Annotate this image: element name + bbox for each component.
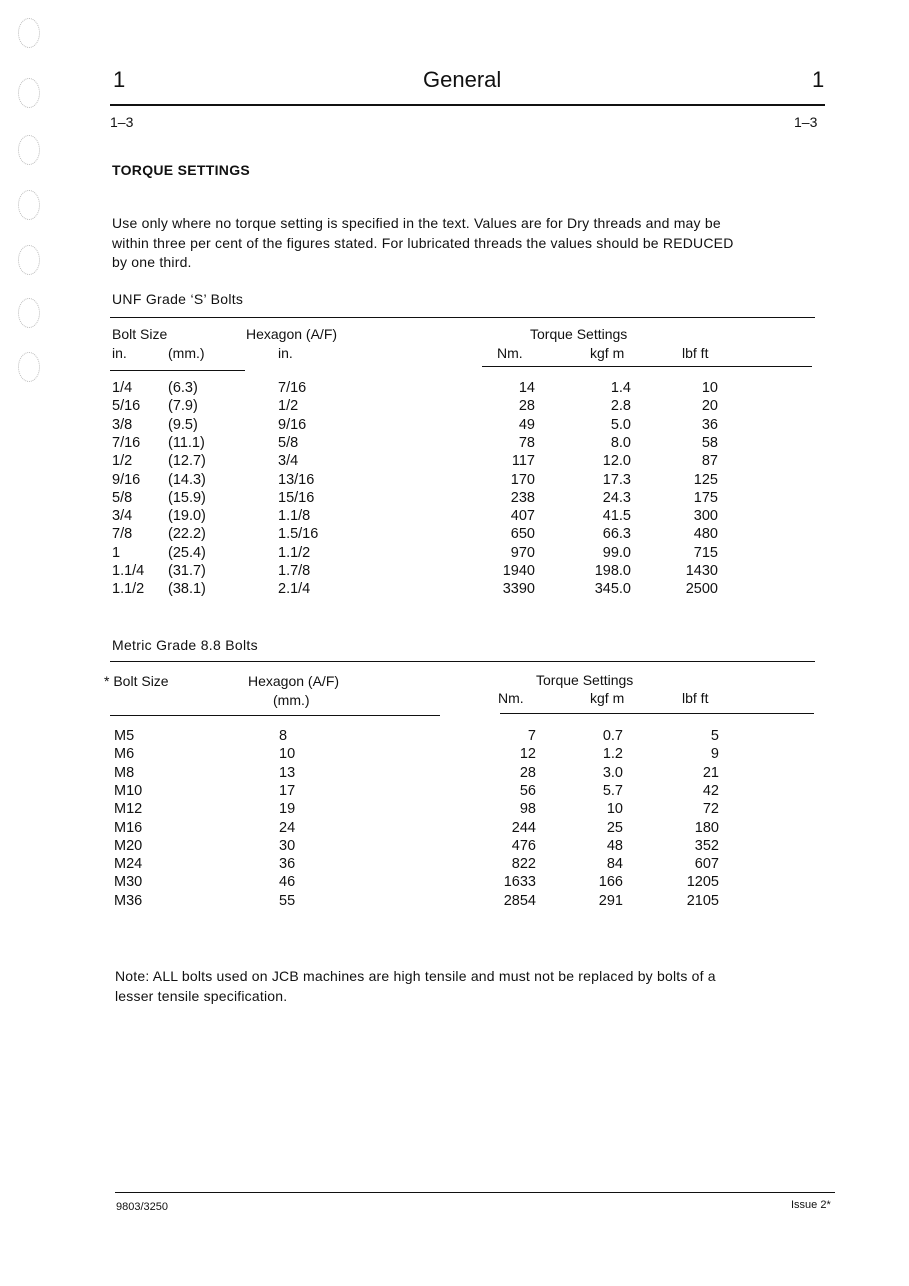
cell-size: M10 <box>114 782 143 799</box>
cell-size-mm: (7.9) <box>168 398 198 415</box>
cell-hexagon: 1.5/16 <box>278 526 319 543</box>
unf-col-in: in. <box>112 345 127 361</box>
cell-lbf: 2105 <box>686 892 719 909</box>
cell-lbf: 607 <box>694 856 719 873</box>
footer-rule <box>115 1192 835 1193</box>
cell-hexagon: 55 <box>279 892 296 909</box>
cell-hexagon: 36 <box>279 856 296 873</box>
cell-size: M36 <box>114 892 143 909</box>
cell-lbf: 1430 <box>685 563 718 579</box>
cell-lbf: 21 <box>702 764 719 781</box>
cell-kgf: 48 <box>606 837 623 854</box>
cell-hexagon: 1.1/8 <box>278 508 311 525</box>
cell-kgf: 12.0 <box>602 453 631 470</box>
metric-col-kgf: kgf m <box>590 690 625 706</box>
cell-size-in: 7/16 <box>112 434 141 451</box>
cell-kgf: 84 <box>606 856 623 873</box>
cell-nm: 970 <box>510 544 535 561</box>
unf-col-hexagon: Hexagon (A/F) <box>246 326 338 342</box>
issue-label: Issue 2* <box>791 1199 831 1211</box>
cell-nm: 117 <box>511 453 535 470</box>
cell-kgf: 345.0 <box>594 581 631 598</box>
note-line: Note: ALL bolts used on JCB machines are high tensile and must not be replaced by bolts of a <box>115 968 716 984</box>
cell-kgf: 2.8 <box>610 398 631 415</box>
cell-kgf: 291 <box>598 892 623 909</box>
cell-size-mm: (31.7) <box>168 563 206 579</box>
cell-size: M24 <box>114 856 143 873</box>
unf-size-rule <box>110 370 245 371</box>
cell-kgf: 1.2 <box>602 746 623 763</box>
cell-hexagon: 7/16 <box>278 380 307 396</box>
cell-lbf: 72 <box>702 801 719 818</box>
metric-col-nm: Nm. <box>498 690 524 706</box>
cell-lbf: 2500 <box>685 581 718 598</box>
cell-nm: 14 <box>518 380 535 396</box>
unf-col-bolt-size: Bolt Size <box>112 326 168 342</box>
cell-nm: 2854 <box>503 892 536 909</box>
cell-lbf: 125 <box>693 471 718 488</box>
cell-lbf: 58 <box>701 434 718 451</box>
cell-hexagon: 13/16 <box>278 471 315 488</box>
metric-col-hex-unit: (mm.) <box>273 692 310 708</box>
cell-size-in: 1/2 <box>112 453 133 470</box>
cell-kgf: 66.3 <box>602 526 631 543</box>
cell-size-in: 5/8 <box>112 489 133 506</box>
cell-nm: 49 <box>518 416 535 433</box>
unf-col-lbf: lbf ft <box>682 345 709 361</box>
unf-col-mm: (mm.) <box>168 345 205 361</box>
cell-lbf: 36 <box>701 416 718 433</box>
cell-size-in: 9/16 <box>112 471 141 488</box>
cell-size-in: 1.1/2 <box>112 581 145 598</box>
cell-hexagon: 5/8 <box>278 434 299 451</box>
cell-kgf: 17.3 <box>602 471 631 488</box>
cell-size: M6 <box>114 746 135 763</box>
cell-nm: 650 <box>510 526 535 543</box>
cell-lbf: 20 <box>701 398 718 415</box>
cell-size-in: 7/8 <box>112 526 133 543</box>
unf-col-torque: Torque Settings <box>530 326 628 342</box>
cell-nm: 3390 <box>502 581 535 598</box>
cell-size-mm: (19.0) <box>168 508 206 525</box>
header-rule <box>110 104 825 106</box>
cell-kgf: 5.0 <box>610 416 631 433</box>
cell-hexagon: 46 <box>279 874 296 891</box>
cell-lbf: 10 <box>701 380 718 396</box>
cell-size: M12 <box>114 801 143 818</box>
chapter-number-left: 1 <box>113 67 126 92</box>
cell-nm: 56 <box>519 782 536 799</box>
cell-nm: 1633 <box>503 874 536 891</box>
cell-size: M5 <box>114 728 135 744</box>
cell-size-in: 1.1/4 <box>112 563 145 579</box>
unf-col-kgf: kgf m <box>590 345 625 361</box>
cell-hexagon: 24 <box>279 819 296 836</box>
cell-lbf: 5 <box>710 728 719 744</box>
cell-size-mm: (25.4) <box>168 544 206 561</box>
cell-size-mm: (14.3) <box>168 471 206 488</box>
cell-nm: 28 <box>518 398 535 415</box>
cell-kgf: 166 <box>598 874 623 891</box>
cell-kgf: 99.0 <box>602 544 631 561</box>
metric-col-bolt-size: * Bolt Size <box>104 673 169 689</box>
cell-size-in: 1 <box>112 544 121 561</box>
cell-nm: 7 <box>527 728 536 744</box>
cell-hexagon: 30 <box>279 837 296 854</box>
cell-kgf: 1.4 <box>610 380 631 396</box>
cell-size-mm: (38.1) <box>168 581 206 598</box>
cell-size-mm: (6.3) <box>168 380 198 396</box>
cell-size: M8 <box>114 764 135 781</box>
cell-hexagon: 1.7/8 <box>278 563 311 579</box>
cell-nm: 170 <box>510 471 535 488</box>
unf-top-rule <box>110 317 815 318</box>
unf-col-nm: Nm. <box>497 345 523 361</box>
metric-col-hexagon: Hexagon (A/F) <box>248 673 340 689</box>
cell-size-mm: (12.7) <box>168 453 206 470</box>
cell-nm: 98 <box>519 801 536 818</box>
cell-hexagon: 1.1/2 <box>278 544 311 561</box>
cell-lbf: 87 <box>701 453 718 470</box>
cell-size-mm: (15.9) <box>168 489 206 506</box>
cell-hexagon: 19 <box>279 801 296 818</box>
unf-col-hex-unit: in. <box>278 345 293 361</box>
cell-nm: 1940 <box>502 563 535 579</box>
cell-hexagon: 13 <box>279 764 296 781</box>
cell-lbf: 715 <box>693 544 718 561</box>
cell-size-in: 5/16 <box>112 398 141 415</box>
intro-line: Use only where no torque setting is specified in the text. Values are for Dry threads and may be <box>112 215 721 231</box>
cell-lbf: 480 <box>693 526 718 543</box>
cell-hexagon: 3/4 <box>278 453 299 470</box>
document-number: 9803/3250 <box>116 1201 168 1213</box>
section-title: TORQUE SETTINGS <box>112 162 251 178</box>
cell-hexagon: 15/16 <box>278 489 315 506</box>
metric-top-rule <box>110 661 815 662</box>
cell-hexagon: 1/2 <box>278 398 299 415</box>
cell-size: M20 <box>114 837 143 854</box>
page-number-right: 1–3 <box>794 114 818 130</box>
cell-lbf: 352 <box>694 837 719 854</box>
cell-lbf: 180 <box>694 819 719 836</box>
intro-paragraph <box>112 214 832 273</box>
cell-size-in: 3/8 <box>112 416 133 433</box>
cell-size: M16 <box>114 819 143 836</box>
cell-kgf: 198.0 <box>594 563 631 579</box>
cell-hexagon: 2.1/4 <box>278 581 311 598</box>
page-number-left: 1–3 <box>110 114 134 130</box>
cell-size-mm: (22.2) <box>168 526 206 543</box>
cell-lbf: 9 <box>710 746 719 763</box>
cell-kgf: 0.7 <box>602 728 623 744</box>
cell-size-mm: (9.5) <box>168 416 198 433</box>
cell-nm: 12 <box>519 746 536 763</box>
cell-size-in: 1/4 <box>112 380 133 396</box>
note-paragraph <box>115 967 835 1006</box>
unf-torque-rule <box>482 366 812 367</box>
cell-lbf: 42 <box>702 782 719 799</box>
chapter-number-right: 1 <box>812 67 825 92</box>
cell-kgf: 3.0 <box>602 764 623 781</box>
cell-kgf: 5.7 <box>602 782 623 799</box>
note-line: lesser tensile specification. <box>115 987 288 1004</box>
cell-hexagon: 10 <box>279 746 296 763</box>
unf-table-title: UNF Grade ‘S’ Bolts <box>112 291 244 307</box>
cell-kgf: 25 <box>606 819 623 836</box>
cell-hexagon: 17 <box>279 782 296 799</box>
cell-size: M30 <box>114 874 143 891</box>
intro-line: within three per cent of the figures stated. For lubricated threads the values should be REDUCED <box>112 234 734 251</box>
cell-kgf: 10 <box>606 801 623 818</box>
cell-kgf: 8.0 <box>610 434 631 451</box>
metric-col-lbf: lbf ft <box>682 690 709 706</box>
cell-hexagon: 8 <box>279 728 288 744</box>
metric-table-title: Metric Grade 8.8 Bolts <box>112 637 258 653</box>
cell-lbf: 175 <box>693 489 718 506</box>
metric-size-rule <box>110 715 440 716</box>
cell-hexagon: 9/16 <box>278 416 307 433</box>
cell-nm: 28 <box>519 764 536 781</box>
intro-line: by one third. <box>112 254 192 270</box>
metric-col-torque: Torque Settings <box>536 672 634 688</box>
metric-torque-rule <box>500 713 814 714</box>
cell-lbf: 300 <box>693 508 718 525</box>
page-title: General <box>423 67 502 92</box>
cell-nm: 78 <box>518 434 535 451</box>
cell-kgf: 41.5 <box>602 508 631 525</box>
cell-lbf: 1205 <box>686 874 719 891</box>
cell-size-in: 3/4 <box>112 508 133 525</box>
cell-nm: 476 <box>511 837 536 854</box>
cell-nm: 407 <box>510 508 535 525</box>
cell-size-mm: (11.1) <box>168 434 205 451</box>
cell-nm: 822 <box>511 856 536 873</box>
cell-kgf: 24.3 <box>602 489 631 506</box>
cell-nm: 238 <box>510 489 535 506</box>
cell-nm: 244 <box>511 819 536 836</box>
